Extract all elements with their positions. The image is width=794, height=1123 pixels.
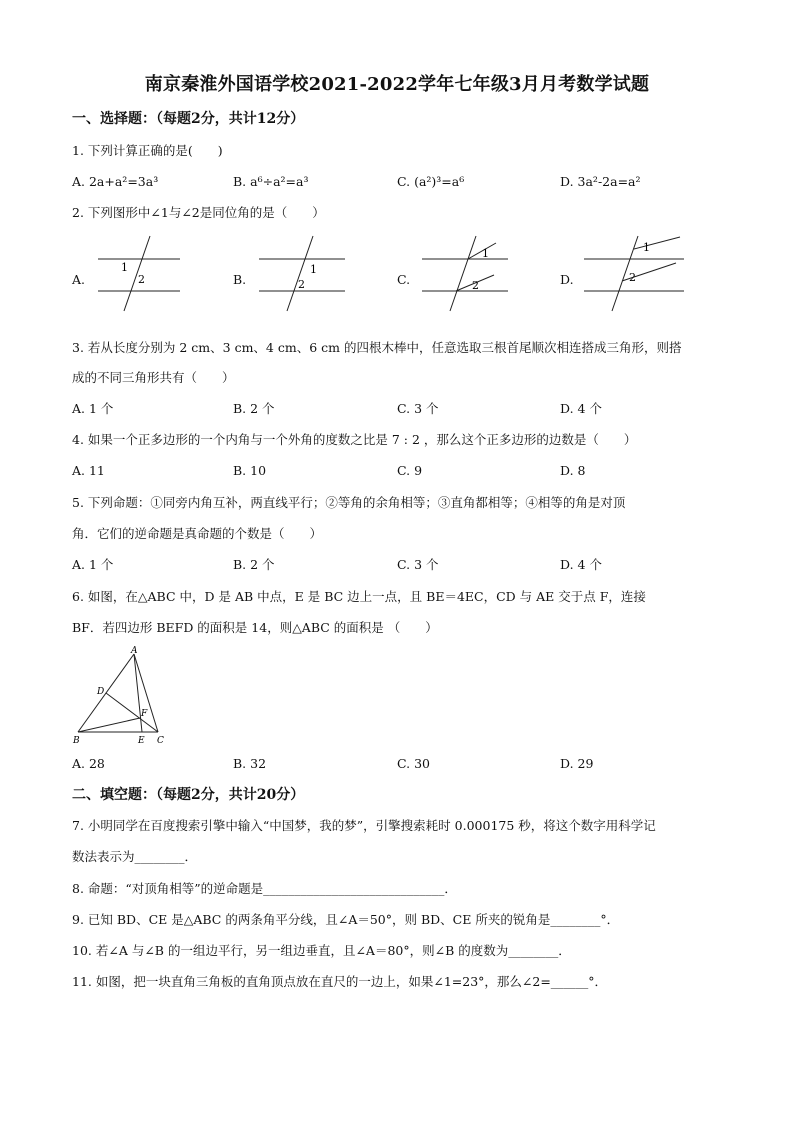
q5-option-b: B. 2 个 (233, 557, 275, 572)
q2-option-a-letter: A. (72, 272, 86, 287)
q3-option-c: C. 3 个 (397, 401, 439, 416)
q5-option-a: A. 1 个 (72, 557, 114, 572)
question-4: 4. 如果一个正多边形的一个内角与一个外角的度数之比是 7 : 2 ，那么这个正多边形的边数是（ ） (72, 432, 637, 447)
question-6-line-2: BF．若四边形 BEFD 的面积是 14，则△ABC 的面积是 （ ） (72, 620, 438, 635)
q5-option-c: C. 3 个 (397, 557, 439, 572)
q4-option-b: B. 10 (233, 463, 267, 478)
q6-option-a: A. 28 (72, 756, 105, 771)
q2-figure-a (92, 233, 184, 313)
q2-option-d-letter: D. (560, 272, 574, 287)
q4-option-c: C. 9 (397, 463, 423, 478)
q2-figure-c (416, 233, 516, 313)
svg-text:2: 2 (629, 271, 636, 284)
q5-option-d: D. 4 个 (560, 557, 602, 572)
q3-option-a: A. 1 个 (72, 401, 114, 416)
svg-text:C: C (157, 736, 164, 746)
q2-figure-b (253, 233, 353, 313)
q1-option-d: D. 3a²-2a=a² (560, 174, 641, 189)
question-6-line-1: 6. 如图，在△ABC 中，D 是 AB 中点，E 是 BC 边上一点，且 BE＝4EC，CD 与 AE 交于点 F，连接 (72, 589, 646, 604)
q6-triangle-figure (66, 644, 176, 748)
question-9: 9. 已知 BD、CE 是△ABC 的两条角平分线，且∠A＝50°，则 BD、CE 所夹的锐角是________°． (72, 912, 620, 927)
q4-option-d: D. 8 (560, 463, 586, 478)
q1-option-c: C. (a²)³=a⁶ (397, 174, 465, 189)
q2-option-c-letter: C. (397, 272, 411, 287)
q1-option-b: B. a⁶÷a²=a³ (233, 174, 309, 189)
svg-text:1: 1 (482, 247, 489, 260)
q6-option-c: C. 30 (397, 756, 430, 771)
question-10: 10. 若∠A 与∠B 的一组边平行，另一组边垂直，且∠A＝80°，则∠B 的度数为________． (72, 943, 571, 958)
svg-text:D: D (97, 687, 105, 697)
question-7-line-2: 数法表示为________． (72, 849, 198, 864)
question-5-line-2: 角．它们的逆命题是真命题的个数是（ ） (72, 526, 323, 541)
document-title: 南京秦淮外国语学校2021-2022学年七年级3月月考数学试题 (144, 74, 650, 95)
svg-text:E: E (138, 736, 145, 746)
question-3-line-2: 成的不同三角形共有（ ） (72, 370, 235, 385)
question-2: 2. 下列图形中∠1与∠2是同位角的是（ ） (72, 205, 325, 220)
q2-figure-d (580, 233, 690, 313)
section-heading-multiple-choice: 一、选择题：（每题2分，共计12分） (72, 111, 305, 127)
q6-option-d: D. 29 (560, 756, 594, 771)
svg-text:A: A (131, 646, 138, 656)
question-11: 11. 如图，把一块直角三角板的直角顶点放在直尺的一边上，如果∠1=23°，那么∠2=______°． (72, 974, 608, 989)
q6-option-b: B. 32 (233, 756, 267, 771)
question-7-line-1: 7. 小明同学在百度搜索引擎中输入“中国梦，我的梦”，引擎搜索耗时 0.000175 秒，将这个数字用科学记 (72, 818, 656, 833)
question-5-line-1: 5. 下列命题：①同旁内角互补，两直线平行；②等角的余角相等；③直角都相等；④相等的角是对顶 (72, 495, 626, 510)
q4-option-a: A. 11 (72, 463, 105, 478)
q2-option-b-letter: B. (233, 272, 247, 287)
svg-text:2: 2 (298, 278, 305, 291)
section-heading-fill-in: 二、填空题：（每题2分，共计20分） (72, 787, 305, 803)
q3-option-b: B. 2 个 (233, 401, 275, 416)
question-3-line-1: 3. 若从长度分别为 2 cm、3 cm、4 cm、6 cm 的四根木棒中，任意选取三根首尾顺次相连搭成三角形，则搭 (72, 340, 682, 355)
svg-text:1: 1 (310, 263, 317, 276)
question-8: 8. 命题：“对顶角相等”的逆命题是_____________________________． (72, 881, 457, 896)
svg-text:2: 2 (138, 273, 145, 286)
question-1: 1. 下列计算正确的是( ) (72, 143, 223, 158)
q3-option-d: D. 4 个 (560, 401, 602, 416)
svg-text:1: 1 (643, 241, 650, 254)
svg-text:B: B (73, 736, 80, 746)
svg-text:2: 2 (472, 279, 479, 292)
q1-option-a: A. 2a+a²=3a³ (72, 174, 159, 189)
svg-text:1: 1 (121, 261, 128, 274)
svg-text:F: F (141, 709, 148, 719)
